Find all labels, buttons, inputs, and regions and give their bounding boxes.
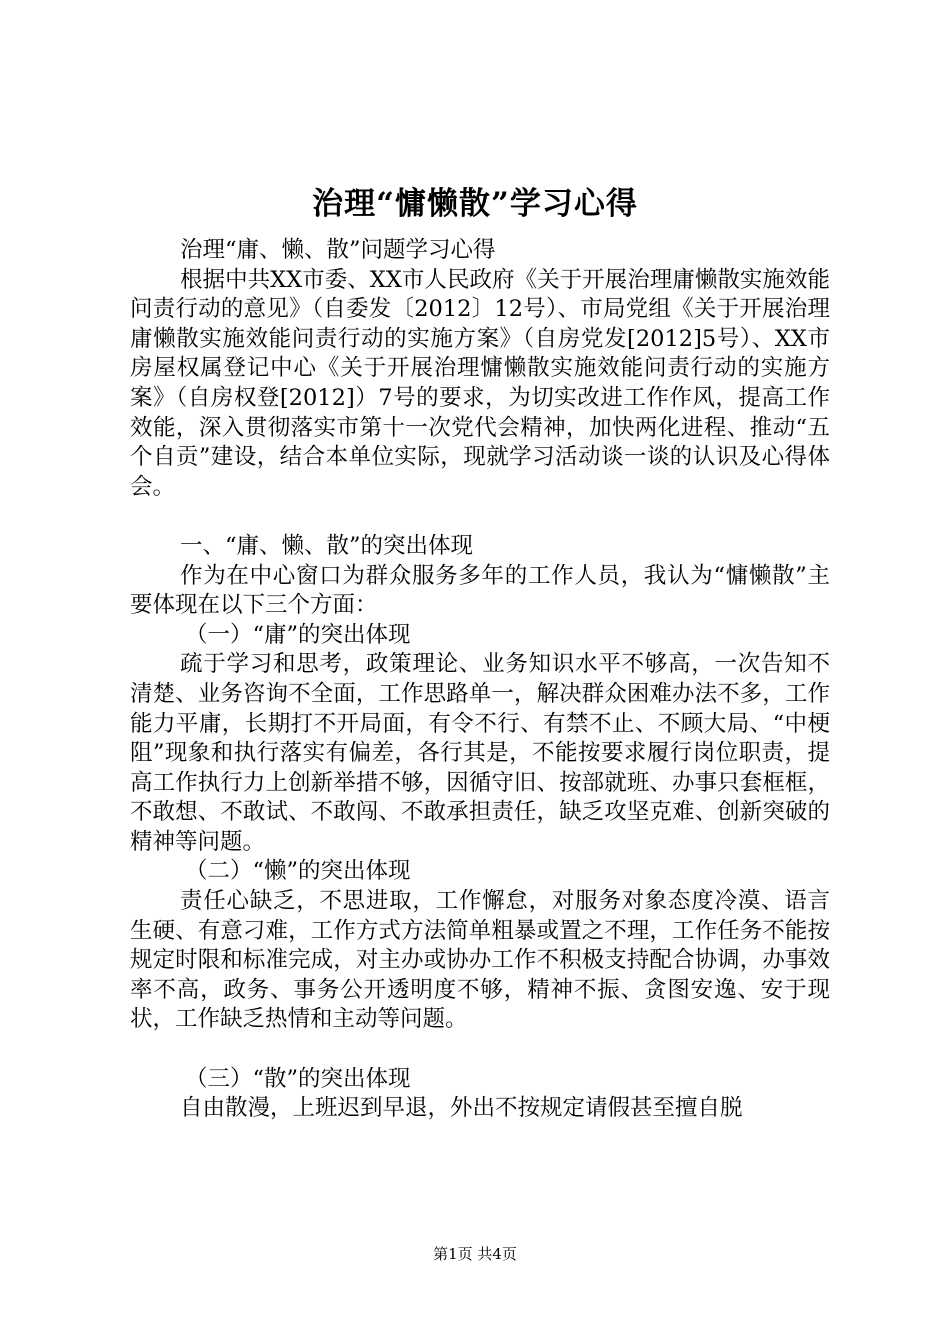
paragraph-yong: 疏于学习和思考，政策理论、业务知识水平不够高，一次告知不清楚、业务咨询不全面，工作思路单一，解决群众困难办法不多，工作能力平庸，长期打不开局面，有令不行、有禁不止、不顾大局、“中梗阻”现象和执行落实有偏差，各行其是，不能按要求履行岗位职责，提高工作执行力上创新举措不够，因循守旧、按部就班、办事只套框框，不敢想、不敢试、不敢闯、不敢承担责任，缺乏攻坚克难、创新突破的精神等问题。 xyxy=(130,651,830,855)
paragraph-overview: 作为在中心窗口为群众服务多年的工作人员，我认为“慵懒散”主要体现在以下三个方面： xyxy=(130,562,830,619)
paragraph-gap xyxy=(130,502,830,532)
page-number: 第1页 共4页 xyxy=(433,1245,517,1263)
paragraph-intro: 根据中共XX市委、XX市人民政府《关于开展治理庸懒散实施效能问责行动的意见》（自委发〔2012〕12号）、市局党组《关于开展治理庸懒散实施效能问责行动的实施方案》（自房党发[2012]5号）、XX市房屋权属登记中心《关于开展治理慵懒散实施效能问责行动的实施方案》（自房权登[2012]）7号的要求，为切实改进工作作风，提高工作效能，深入贯彻落实市第十一次党代会精神，加快两化进程、推动“五个自贡”建设，结合本单位实际，现就学习活动谈一谈的认识及心得体会。 xyxy=(130,266,830,500)
paragraph-lan: 责任心缺乏，不思进取，工作懈怠，对服务对象态度冷漠、语言生硬、有意刁难，工作方式方法简单粗暴或置之不理，工作任务不能按规定时限和标准完成，对主办或协办工作不积极支持配合协调，办事效率不高，政务、事务公开透明度不够，精神不振、贪图安逸、安于现状，工作缺乏热情和主动等问题。 xyxy=(130,888,830,1033)
subheading-yong: （一）“庸”的突出体现 xyxy=(185,621,411,648)
paragraph-san: 自由散漫，上班迟到早退，外出不按规定请假甚至擅自脱 xyxy=(180,1095,743,1122)
document-title: 治理“慵懒散”学习心得 xyxy=(312,186,638,222)
paragraph-gap xyxy=(130,1035,830,1065)
subheading-san: （三）“散”的突出体现 xyxy=(185,1065,411,1092)
paragraph-subtitle: 治理“庸、懒、散”问题学习心得 xyxy=(180,237,496,263)
subheading-lan: （二）“懒”的突出体现 xyxy=(185,858,411,885)
section-heading-1: 一、“庸、懒、散”的突出体现 xyxy=(180,532,474,559)
document-body xyxy=(130,236,830,1124)
